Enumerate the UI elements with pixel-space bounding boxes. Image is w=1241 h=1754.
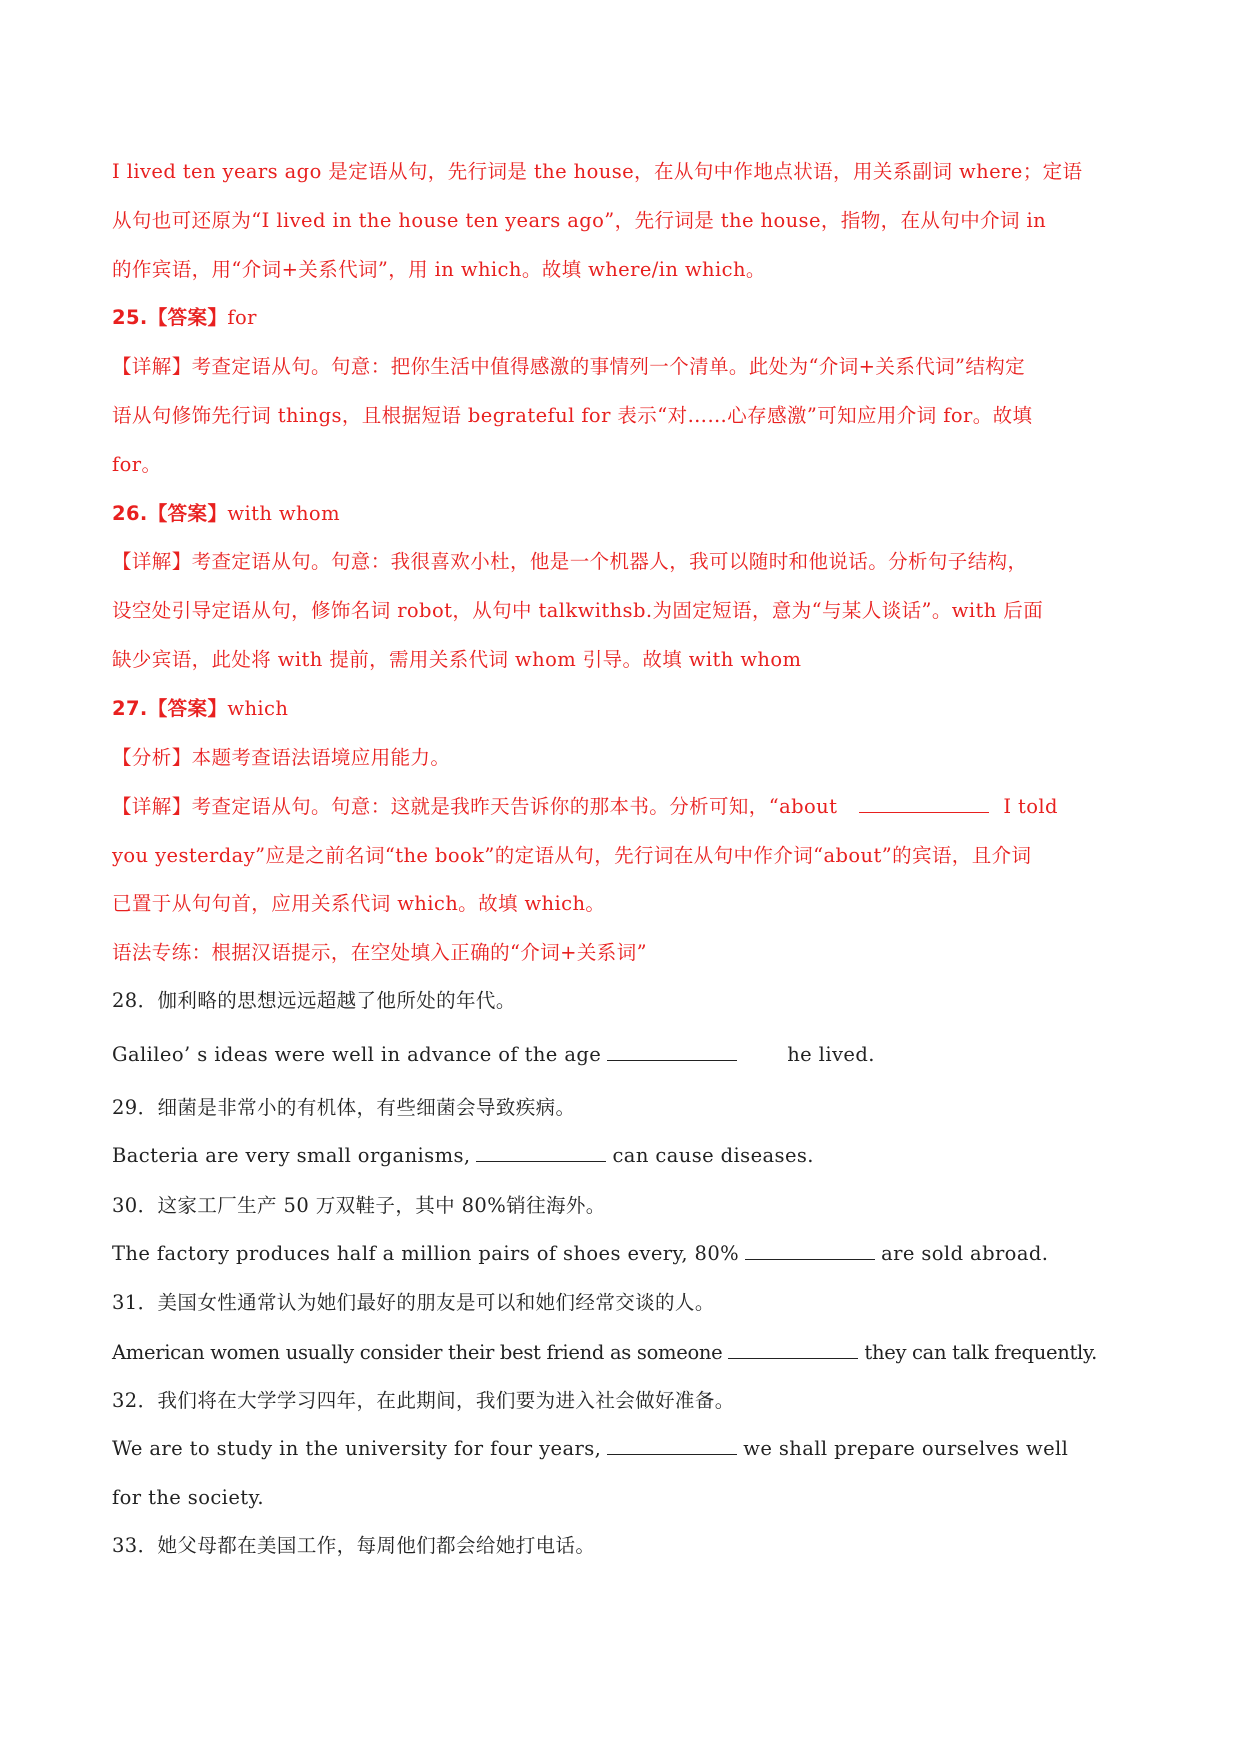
explanation-line: 设空处引导定语从句，修饰名词 robot，从句中 talkwithsb.为固定短语，意为“与某人谈话”。with 后面 bbox=[112, 599, 1044, 622]
explanation-line: 语从句修饰先行词 things，且根据短语 begrateful for 表示“对……心存感激”可知应用介词 for。故填 bbox=[112, 404, 1033, 427]
detail-tag: 【详解】 bbox=[112, 550, 192, 573]
detail-tag: 【详解】 bbox=[112, 355, 192, 378]
question-number: 26. bbox=[112, 502, 148, 525]
analysis-line: 【分析】本题考查语法语境应用能力。 bbox=[112, 746, 451, 769]
explanation-line: 的作宾语，用“介词+关系代词”，用 in which。故填 where/in which。 bbox=[112, 258, 766, 281]
detail-line: 【详解】考查定语从句。句意：把你生活中值得感激的事情列一个清单。此处为“介词+关系代词”结构定 bbox=[112, 355, 1026, 378]
answer-line-25 bbox=[112, 304, 1142, 332]
answer-tag: 【答案】 bbox=[147, 306, 228, 329]
question-cn: 32．我们将在大学学习四年，在此期间，我们要为进入社会做好准备。 bbox=[112, 1389, 735, 1412]
question-en: Bacteria are very small organisms, can cause diseases. bbox=[112, 1144, 814, 1167]
answer-line-27 bbox=[112, 695, 1142, 723]
detail-line: 【详解】考查定语从句。句意：我很喜欢小杜，他是一个机器人，我可以随时和他说话。分析句子结构， bbox=[112, 550, 1028, 573]
answer-tag: 【答案】 bbox=[147, 502, 228, 525]
explanation-line: you yesterday”应是之前名词“the book”的定语从句，先行词在从句中作介词“about”的宾语，且介词 bbox=[112, 844, 1032, 867]
answer-blank[interactable] bbox=[476, 1143, 606, 1162]
answer-blank[interactable] bbox=[607, 1436, 737, 1455]
question-number: 25. bbox=[112, 306, 148, 329]
analysis-tag: 【分析】 bbox=[112, 746, 192, 769]
explanation-line: 从句也可还原为“I lived in the house ten years ago”，先行词是 the house，指物，在从句中介词 in bbox=[112, 209, 1047, 232]
question-en: The factory produces half a million pairs of shoes every, 80% are sold abroad. bbox=[112, 1242, 1049, 1265]
detail-tag: 【详解】 bbox=[112, 795, 192, 818]
question-cn: 28．伽利略的思想远远超越了他所处的年代。 bbox=[112, 989, 516, 1012]
answer-text: which bbox=[227, 697, 289, 720]
question-cn: 31．美国女性通常认为她们最好的朋友是可以和她们经常交谈的人。 bbox=[112, 1291, 715, 1314]
answer-blank[interactable] bbox=[859, 794, 989, 813]
question-cn: 30．这家工厂生产 50 万双鞋子，其中 80%销往海外。 bbox=[112, 1194, 606, 1217]
answer-text: for bbox=[227, 306, 257, 329]
question-en: Galileo’ s ideas were well in advance of the age he lived. bbox=[112, 1043, 875, 1066]
explanation-line: for。 bbox=[112, 453, 162, 476]
question-cn: 29．细菌是非常小的有机体，有些细菌会导致疾病。 bbox=[112, 1096, 576, 1119]
question-cn: 33．她父母都在美国工作，每周他们都会给她打电话。 bbox=[112, 1534, 596, 1557]
question-en: We are to study in the university for four years, we shall prepare ourselves well bbox=[112, 1437, 1069, 1460]
answer-line-26 bbox=[112, 500, 1142, 528]
question-en: American women usually consider their best friend as someone they can talk frequently. bbox=[112, 1341, 1097, 1364]
explanation-line: I lived ten years ago 是定语从句，先行词是 the house，在从句中作地点状语，用关系副词 where；定语 bbox=[112, 160, 1083, 183]
answer-blank[interactable] bbox=[607, 1042, 737, 1061]
answer-text: with whom bbox=[227, 502, 340, 525]
answer-blank[interactable] bbox=[728, 1340, 858, 1359]
answer-blank[interactable] bbox=[745, 1241, 875, 1260]
question-number: 27. bbox=[112, 697, 148, 720]
question-en-continued: for the society. bbox=[112, 1486, 264, 1509]
explanation-line: 缺少宾语，此处将 with 提前，需用关系代词 whom 引导。故填 with whom bbox=[112, 648, 802, 671]
answer-tag: 【答案】 bbox=[147, 697, 228, 720]
section-heading: 语法专练：根据汉语提示，在空处填入正确的“介词+关系词” bbox=[112, 941, 647, 964]
detail-line: 【详解】考查定语从句。句意：这就是我昨天告诉你的那本书。分析可知，“about I told bbox=[112, 795, 1058, 818]
explanation-line: 已置于从句句首，应用关系代词 which。故填 which。 bbox=[112, 892, 606, 915]
